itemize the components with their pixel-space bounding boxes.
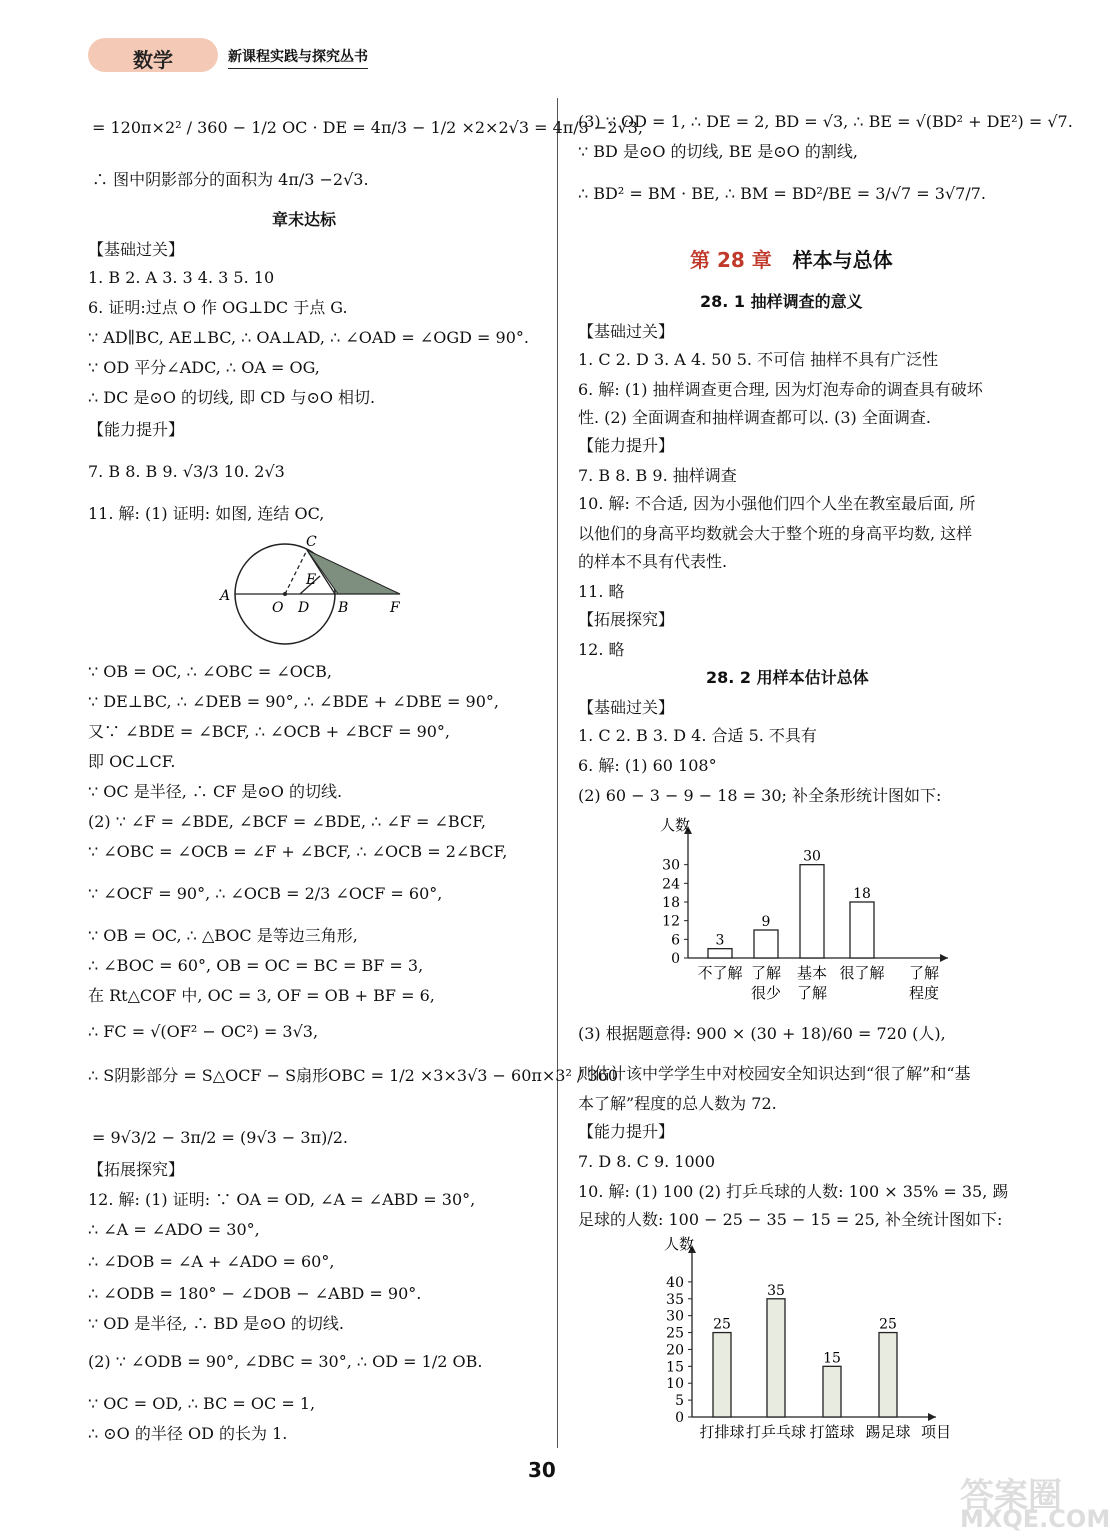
watermark-url: MXQE.COM: [960, 1505, 1110, 1533]
ability-heading: 【能力提升】: [578, 436, 675, 455]
radius-oc: [285, 550, 307, 594]
bar: [713, 1333, 731, 1417]
bar-value-label: 3: [715, 932, 725, 949]
proof-line: ∴ ∠ODB = 180° − ∠DOB − ∠ABD = 90°.: [88, 1284, 422, 1303]
answer-line: ∵ BD 是⊙O 的切线, BE 是⊙O 的割线,: [578, 142, 858, 161]
answer-line: 10. 解: 不合适, 因为小强他们四个人坐在教室最后面, 所: [578, 494, 976, 513]
answer-line: ∴ DC 是⊙O 的切线, 即 CD 与⊙O 相切.: [88, 388, 376, 407]
y-axis-label: 人数: [660, 816, 691, 834]
answer-line: ∴ BD² = BM · BE, ∴ BM = BD²/BE = 3/√7 = 3√7/7.: [578, 184, 986, 203]
category-label: 打乒乓球: [745, 1423, 807, 1441]
proof-line: = 9√3/2 − 3π/2 = (9√3 − 3π)/2.: [92, 1128, 349, 1147]
answer-line: 的样本不具有代表性.: [578, 552, 728, 571]
x-axis-arrow: [928, 1413, 936, 1421]
proof-line: ∴ ∠A = ∠ADO = 30°,: [88, 1220, 260, 1239]
formula-line: = 120π×2² / 360 − 1/2 OC · DE = 4π/3 − 1/2 ×2×2√3 = 4π/3 −2√3,: [92, 118, 643, 137]
bar-value-label: 30: [803, 848, 821, 865]
y-tick-label: 12: [662, 913, 680, 930]
category-label: 了解: [750, 964, 782, 982]
proof-line: ∵ OC 是半径, ∴ CF 是⊙O 的切线.: [88, 782, 343, 801]
shaded-area-conclusion: ∴ 图中阴影部分的面积为 4π/3 −2√3.: [92, 170, 369, 189]
category-label: 不了解: [697, 964, 743, 982]
bar: [800, 865, 824, 958]
y-tick-label: 0: [675, 1410, 684, 1426]
label-c: C: [306, 534, 317, 550]
y-tick-label: 24: [662, 876, 680, 893]
proof-line: 在 Rt△COF 中, OC = 3, OF = OB + BF = 6,: [88, 986, 435, 1005]
answer-line: 1. C 2. B 3. D 4. 合适 5. 不具有: [578, 726, 817, 745]
answer-line: ∵ OD 平分∠ADC, ∴ OA = OG,: [88, 358, 320, 377]
section-title: 28. 1 抽样调查的意义: [700, 292, 863, 311]
proof-line: ∴ ∠DOB = ∠A + ∠ADO = 60°,: [88, 1252, 335, 1271]
answer-line: 1. C 2. D 3. A 4. 50 5. 不可信 抽样不具有广泛性: [578, 350, 939, 369]
chapter-title: [690, 244, 893, 273]
proof-line: ∴ FC = √(OF² − OC²) = 3√3,: [88, 1022, 319, 1041]
category-label: 很少: [750, 984, 782, 1002]
chapter-name: 样本与总体: [792, 248, 893, 272]
answer-line: 6. 解: (1) 抽样调查更合理, 因为灯泡寿命的调查具有破坏: [578, 380, 983, 399]
proof-line: 又∵ ∠BDE = ∠BCF, ∴ ∠OCB + ∠BCF = 90°,: [88, 722, 451, 741]
label-o: O: [272, 600, 284, 616]
bar: [850, 902, 874, 958]
y-tick-label: 30: [662, 857, 680, 874]
answer-line: (3) ∵ OD = 1, ∴ DE = 2, BD = √3, ∴ BE = √(BD² + DE²) = √7.: [578, 112, 1073, 131]
answer-line: 12. 略: [578, 640, 625, 659]
answer-line: 1. B 2. A 3. 3 4. 3 5. 10: [88, 268, 275, 287]
label-f: F: [390, 600, 400, 616]
category-label: 程度: [908, 984, 940, 1002]
center-point: [283, 592, 287, 596]
ability-heading: 【能力提升】: [88, 420, 185, 439]
bar: [754, 930, 778, 958]
bar-value-label: 9: [761, 914, 771, 930]
bar: [767, 1299, 785, 1417]
chapter-number: 第 28 章: [690, 248, 772, 272]
category-label: 基本: [796, 964, 828, 982]
proof-line: (2) ∵ ∠F = ∠BDE, ∠BCF = ∠BDE, ∴ ∠F = ∠BCF,: [88, 812, 486, 831]
label-d: D: [298, 600, 310, 616]
bar-value-label: 18: [853, 886, 871, 902]
series-title: 新课程实践与探究丛书: [228, 46, 368, 69]
answer-line: 11. 略: [578, 582, 625, 601]
x-axis-arrow: [940, 954, 948, 962]
y-tick-label: 35: [666, 1291, 684, 1308]
label-e: E: [306, 572, 317, 588]
y-tick-label: 40: [666, 1274, 684, 1291]
explore-heading: 【拓展探究】: [88, 1160, 185, 1179]
bar-value-label: 25: [879, 1316, 897, 1333]
circle-tangent-figure: [210, 528, 410, 650]
proof-line: 即 OC⊥CF.: [88, 752, 176, 771]
answer-line: 10. 解: (1) 100 (2) 打乒乓球的人数: 100 × 35% = 35, 踢: [578, 1182, 1009, 1201]
answer-line: 6. 解: (1) 60 108°: [578, 756, 717, 775]
proof-line: ∵ DE⊥BC, ∴ ∠DEB = 90°, ∴ ∠BDE + ∠DBE = 90°,: [88, 692, 499, 711]
subject-label: 数学: [133, 48, 173, 72]
proof-line: ∴ S阴影部分 = S△OCF − S扇形OBC = 1/2 ×3×3√3 − 60π×3² / 360: [88, 1066, 619, 1085]
proof-line: ∵ OC = OD, ∴ BC = OC = 1,: [88, 1394, 316, 1413]
y-tick-label: 15: [666, 1359, 684, 1376]
page-number: 30: [528, 1458, 556, 1482]
y-axis-label: 人数: [664, 1235, 695, 1253]
bar: [823, 1366, 841, 1417]
category-label: 踢足球: [865, 1423, 911, 1441]
y-tick-label: 6: [671, 932, 680, 949]
basic-heading: 【基础过关】: [88, 240, 185, 259]
watermark-logo: 答案圈: [960, 1476, 1062, 1516]
category-label: 了解: [796, 984, 828, 1002]
label-a: A: [220, 588, 231, 604]
proof-line: ∴ ∠BOC = 60°, OB = OC = BC = BF = 3,: [88, 956, 424, 975]
proof-line: ∵ OB = OC, ∴ △BOC 是等边三角形,: [88, 926, 358, 945]
y-tick-label: 0: [671, 951, 680, 967]
category-label: 打篮球: [809, 1423, 855, 1441]
answer-line: 7. B 8. B 9. √3/3 10. 2√3: [88, 462, 285, 481]
y-tick-label: 25: [666, 1325, 684, 1342]
y-tick-label: 20: [666, 1342, 684, 1359]
basic-heading: 【基础过关】: [578, 698, 675, 717]
answer-line: 6. 证明:过点 O 作 OG⊥DC 于点 G.: [88, 298, 348, 317]
bar-value-label: 25: [713, 1316, 731, 1333]
y-tick-label: 5: [675, 1393, 684, 1410]
category-label: 很了解: [839, 964, 885, 982]
y-tick-label: 18: [662, 895, 680, 911]
bar-value-label: 35: [767, 1282, 785, 1299]
label-b: B: [338, 600, 349, 616]
subject-badge: [88, 38, 218, 72]
y-tick-label: 10: [666, 1376, 684, 1393]
answer-line: 本了解”程度的总人数为 72.: [578, 1094, 777, 1113]
column-divider: [557, 98, 558, 1448]
answer-line: 以他们的身高平均数就会大于整个班的身高平均数, 这样: [578, 524, 973, 543]
section-title: 章末达标: [272, 210, 337, 229]
answer-line: 性. (2) 全面调查和抽样调查都可以. (3) 全面调查.: [578, 408, 931, 427]
bar: [708, 949, 732, 958]
answer-line: 7. D 8. C 9. 1000: [578, 1152, 716, 1171]
answer-line: 7. B 8. B 9. 抽样调查: [578, 466, 737, 485]
proof-line: ∴ ⊙O 的半径 OD 的长为 1.: [88, 1424, 288, 1443]
proof-line: ∵ OB = OC, ∴ ∠OBC = ∠OCB,: [88, 662, 332, 681]
bar-chart-awareness: [640, 808, 960, 1008]
bar-chart-sports: [640, 1232, 960, 1448]
proof-line: ∵ ∠OCF = 90°, ∴ ∠OCB = 2/3 ∠OCF = 60°,: [88, 884, 443, 903]
category-label: 打排球: [699, 1423, 745, 1441]
proof-line: ∵ OD 是半径, ∴ BD 是⊙O 的切线.: [88, 1314, 344, 1333]
answer-line: (3) 根据题意得: 900 × (30 + 18)/60 = 720 (人),: [578, 1024, 946, 1043]
category-label: 了解: [908, 964, 940, 982]
category-label: 项目: [920, 1423, 952, 1441]
basic-heading: 【基础过关】: [578, 322, 675, 341]
section-title: 28. 2 用样本估计总体: [706, 668, 869, 687]
bar: [879, 1333, 897, 1417]
answer-line: ∵ AD∥BC, AE⊥BC, ∴ OA⊥AD, ∴ ∠OAD = ∠OGD = 90°.: [88, 328, 529, 347]
proof-line: ∵ ∠OBC = ∠OCB = ∠F + ∠BCF, ∴ ∠OCB = 2∠BCF,: [88, 842, 508, 861]
explore-heading: 【拓展探究】: [578, 610, 675, 629]
proof-line: (2) ∵ ∠ODB = 90°, ∠DBC = 30°, ∴ OD = 1/2 OB.: [88, 1352, 483, 1371]
answer-line: (2) 60 − 3 − 9 − 18 = 30; 补全条形统计图如下:: [578, 786, 942, 805]
ability-heading: 【能力提升】: [578, 1122, 675, 1141]
answer-line: 足球的人数: 100 − 25 − 35 − 15 = 25, 补全统计图如下:: [578, 1210, 1003, 1229]
y-tick-label: 30: [666, 1308, 684, 1325]
answer-line: 11. 解: (1) 证明: 如图, 连结 OC,: [88, 504, 325, 523]
proof-line: 12. 解: (1) 证明: ∵ OA = OD, ∠A = ∠ABD = 30°,: [88, 1190, 476, 1209]
bar-value-label: 15: [823, 1350, 841, 1367]
answer-line: 则估计该中学学生中对校园安全知识达到“很了解”和“基: [578, 1064, 971, 1083]
